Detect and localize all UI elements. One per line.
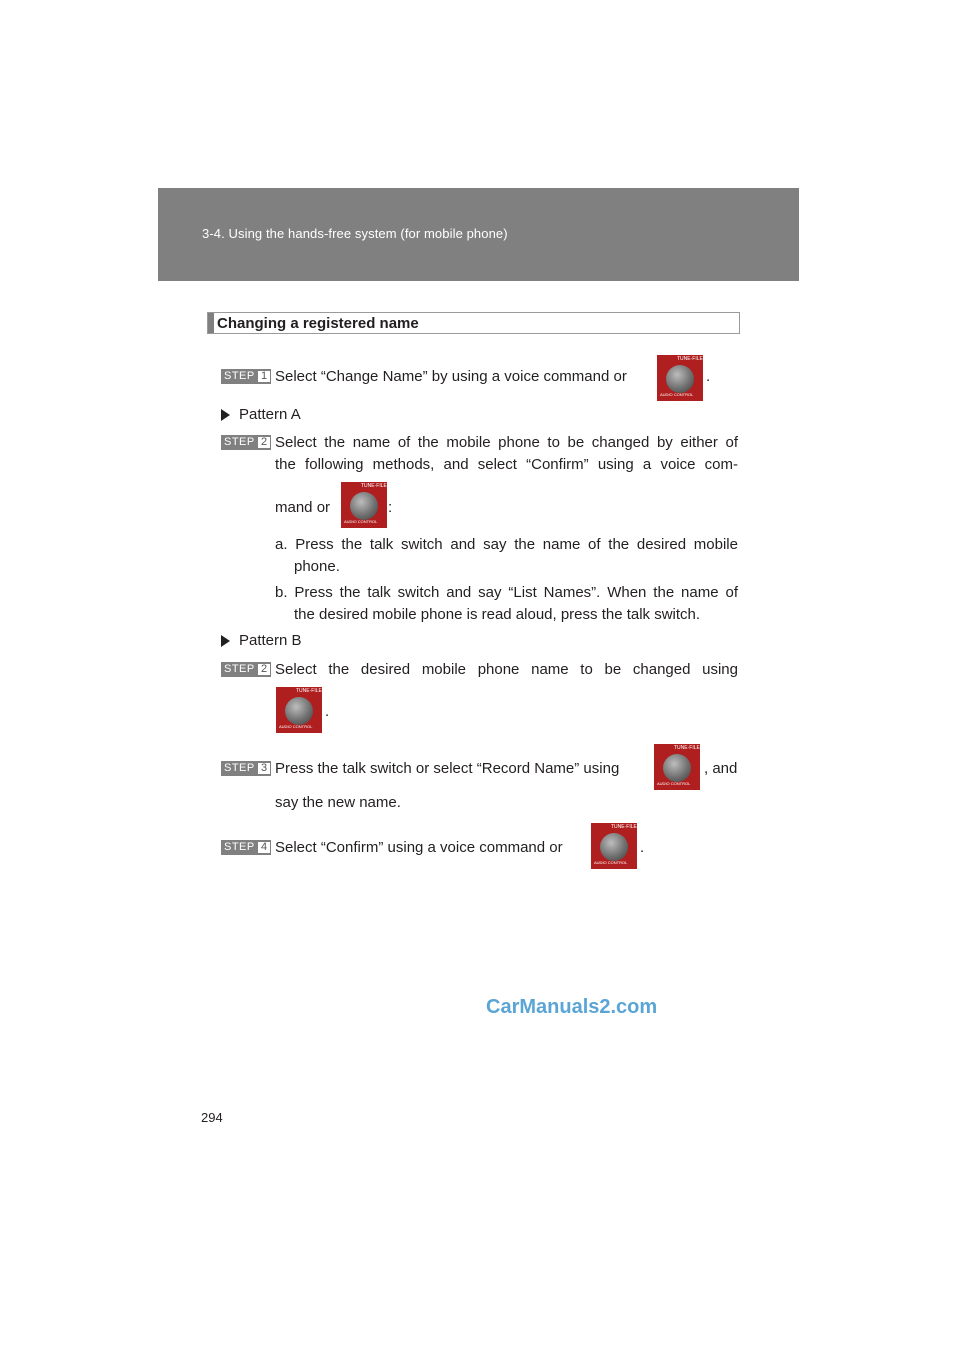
pattern-b-label: Pattern B <box>239 632 302 649</box>
page-number: 294 <box>201 1110 223 1125</box>
step-1-period: . <box>706 368 711 385</box>
knob-label-top: TUNE·FILE <box>611 824 637 830</box>
method-a-line-1: a. Press the talk switch and say the name of the desired mobile <box>275 536 738 553</box>
step-label: STEP <box>224 762 255 774</box>
pattern-a-label: Pattern A <box>239 406 301 423</box>
step-3-line-1: Press the talk switch or select “Record Name” using <box>275 760 620 777</box>
knob-label-top: TUNE·FILE <box>674 745 700 751</box>
tune-file-knob-icon <box>591 823 637 869</box>
knob-label-top: TUNE·FILE <box>361 483 387 489</box>
step-2a-colon: : <box>388 499 393 516</box>
knob-dial <box>350 492 378 520</box>
section-heading <box>207 312 740 334</box>
knob-dial <box>663 754 691 782</box>
step-number: 2 <box>257 436 271 449</box>
step-label: STEP <box>224 841 255 853</box>
pattern-a-arrow-icon <box>221 409 230 421</box>
step-3-and: , and <box>704 760 738 777</box>
step-2a-badge <box>221 435 271 450</box>
step-2a-line-2: the following methods, and select “Confirm” using a voice com- <box>275 456 738 473</box>
step-2a-line-3: mand or <box>275 499 331 516</box>
step-label: STEP <box>224 436 255 448</box>
watermark-link[interactable]: CarManuals2.com <box>486 996 658 1018</box>
step-4-text: Select “Confirm” using a voice command or <box>275 839 563 856</box>
knob-label-bottom: AUDIO CONTROL <box>344 519 378 524</box>
knob-label-bottom: AUDIO CONTROL <box>660 392 694 397</box>
step-number: 2 <box>257 663 271 676</box>
method-b-line-2: the desired mobile phone is read aloud, press the talk switch. <box>294 606 701 623</box>
method-a-line-2: phone. <box>294 558 340 575</box>
chapter-title: 3-4. Using the hands-free system (for mobile phone) <box>202 226 508 241</box>
knob-label-bottom: AUDIO CONTROL <box>657 781 691 786</box>
knob-label-bottom: AUDIO CONTROL <box>279 724 313 729</box>
tune-file-knob-icon <box>654 744 700 790</box>
tune-file-knob-icon <box>341 482 387 528</box>
method-b-line-1: b. Press the talk switch and say “List Names”. When the name of <box>275 584 738 601</box>
step-number: 4 <box>257 841 271 854</box>
knob-dial <box>285 697 313 725</box>
section-title: Changing a registered name <box>217 315 419 332</box>
step-label: STEP <box>224 370 255 382</box>
knob-dial <box>600 833 628 861</box>
knob-dial <box>666 365 694 393</box>
step-4-period: . <box>640 839 645 856</box>
step-number: 3 <box>257 762 271 775</box>
pattern-b-arrow-icon <box>221 635 230 647</box>
step-2b-line-1: Select the desired mobile phone name to be changed using <box>275 661 738 678</box>
step-4-badge <box>221 840 271 855</box>
step-3-badge <box>221 761 271 776</box>
tune-file-knob-icon <box>657 355 703 401</box>
section-bar <box>208 313 214 333</box>
chapter-header <box>158 188 799 281</box>
knob-label-bottom: AUDIO CONTROL <box>594 860 628 865</box>
step-2a-line-1: Select the name of the mobile phone to be changed by either of <box>275 434 738 451</box>
step-1-badge <box>221 369 271 384</box>
tune-file-knob-icon <box>276 687 322 733</box>
step-2b-period: . <box>325 703 330 720</box>
step-number: 1 <box>257 370 271 383</box>
step-1-text: Select “Change Name” by using a voice command or <box>275 368 627 385</box>
step-label: STEP <box>224 663 255 675</box>
knob-label-top: TUNE·FILE <box>677 356 703 362</box>
step-2b-badge <box>221 662 271 677</box>
knob-label-top: TUNE·FILE <box>296 688 322 694</box>
step-3-line-2: say the new name. <box>275 794 401 811</box>
